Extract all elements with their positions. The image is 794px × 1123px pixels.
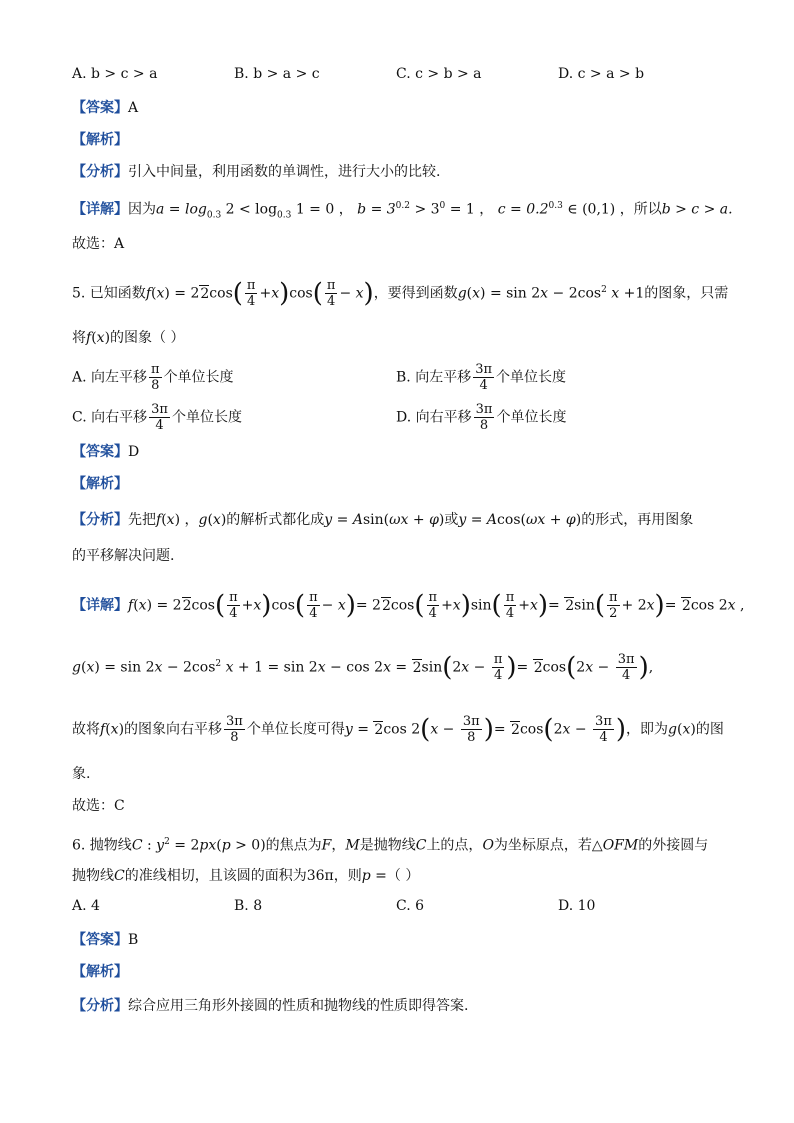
q5-option-b-unit: 个单位长度 xyxy=(496,369,567,386)
q5-analysis-2: 的解析式都化成 xyxy=(226,512,325,528)
analysis-text: 综合应用三角形外接圆的性质和抛物线的性质即得答案. xyxy=(128,998,469,1014)
q4-option-c: C. c > b > a xyxy=(396,66,482,82)
q5-jiexi-heading: 【解析】 xyxy=(72,476,128,492)
answer-value: B xyxy=(128,932,139,948)
q5-option-c-label: C. 向右平移 xyxy=(72,409,148,426)
q6-stem-1: 6. 抛物线 xyxy=(72,837,132,854)
q5-stem-line2: 将f(x)的图象（ ） xyxy=(72,330,185,346)
answer-tag: 【答案】 xyxy=(72,100,128,116)
analysis-tag: 【分析】 xyxy=(72,164,128,180)
detail-tag: 【详解】 xyxy=(72,201,128,218)
q5-option-a-unit: 个单位长度 xyxy=(163,369,234,386)
q5-option-a: A. 向左平移 $\frac{\pi}{8}$ 个单位长度 xyxy=(72,362,234,393)
q4-answer xyxy=(72,98,138,118)
q6-stem-2: 的焦点为 xyxy=(265,837,322,854)
q4-option-d: D. c > a > b xyxy=(558,66,645,82)
answer-value: A xyxy=(128,100,139,116)
q5-stem-1: 5. 已知函数 xyxy=(72,285,146,302)
q6-stem-line2: 抛物线C的准线相切，且该圆的面积为36π，则p =（ ） xyxy=(72,868,420,884)
q5-detail-line1: 【详解】f(x) = 22cos( $\frac{\pi}{4}$ +x)cos( $\frac{\pi}{4}$ − x)= 22cos( $\frac{\pi}{4}$ +x)sin( $\frac{\pi}{4}$ +x)= 2sin( $\frac{\pi}{2}$ + 2x)= 2cos 2x , xyxy=(72,590,745,621)
detail-a-expr: a = log xyxy=(156,201,207,218)
q5-option-a-label: A. 向左平移 xyxy=(72,369,148,386)
q5-option-b: B. 向左平移 $\frac{3\pi}{4}$ 个单位长度 xyxy=(396,362,567,393)
q6-stem-6: 的外接圆与 xyxy=(638,837,709,854)
q5-stem-4: 将 xyxy=(72,330,86,346)
q5-option-d-unit: 个单位长度 xyxy=(496,409,567,426)
q6-option-d: D. 10 xyxy=(558,898,596,914)
detail-c-expr: c = 0.2 xyxy=(497,201,549,218)
q5-analysis-3: 或 xyxy=(444,512,459,528)
detail-b-expr: b = 3 xyxy=(357,201,396,218)
q6-stem-3: 是抛物线 xyxy=(359,837,416,854)
q6-option-c: C. 6 xyxy=(396,898,425,914)
q6-stem-10: （ ） xyxy=(386,868,420,884)
answer-tag: 【答案】 xyxy=(72,444,128,460)
q6-answer xyxy=(72,930,138,950)
q6-option-a: A. 4 xyxy=(72,898,100,914)
q5-stem-5: 的图象（ ） xyxy=(110,330,185,346)
q6-stem-8: 的准线相切，且该圆的面积为 xyxy=(124,868,307,884)
q5-analysis-line1: 【分析】先把f(x) ，g(x)的解析式都化成y = Asin(ωx + φ)或y = Acos(ωx + φ)的形式，再用图象 xyxy=(72,512,694,528)
q4-option-a: A. b > c > a xyxy=(72,66,158,82)
q5-option-c: C. 向右平移 $\frac{3\pi}{4}$ 个单位长度 xyxy=(72,402,242,433)
q5-analysis-line2: 的平移解决问题. xyxy=(72,548,175,564)
q4-choice: 故选：A xyxy=(72,236,125,252)
q5-conclude-5: 的图 xyxy=(695,721,724,738)
q5-option-d-label: D. 向右平移 xyxy=(396,409,472,426)
q4-detail: 【详解】因为$a = \log_{0.3} 2 < \log_{0.3} 1 = 0$ ， $b = 3^{0.2} > 3^0 = 1$ ， $c = 0.2^{0.3}$ ∈ (0,1) ，所以b > c > a. xyxy=(72,201,733,221)
detail-result: b > c > a. xyxy=(661,201,733,218)
q5-detail-line4: 象. xyxy=(72,766,91,782)
analysis-text: 引入中间量，利用函数的单调性，进行大小的比较. xyxy=(128,164,441,180)
q5-conclude-2: 的图象向右平移 xyxy=(124,721,223,738)
q5-detail-line2: $g(x) = \sin 2x - 2\cos^2$ x + 1 = sin 2x − cos 2x = 2sin(2x − $\frac{\pi}{4}$ )= 2cos(2x − $\frac{3\pi}{4}$ ), xyxy=(72,652,654,683)
q5-option-b-label: B. 向左平移 xyxy=(396,369,472,386)
q5-stem-line1: 5. 已知函数f(x) = 22cos( $\frac{\pi}{4}$ +x)cos( $\frac{\pi}{4}$ − x)，要得到函数$g(x) = \sin 2x - 2\cos^2$ x +1的图象，只需 xyxy=(72,278,729,309)
q4-jiexi-heading: 【解析】 xyxy=(72,132,128,148)
answer-tag: 【答案】 xyxy=(72,932,128,948)
detail-suffix: 所以 xyxy=(633,201,662,218)
analysis-tag: 【分析】 xyxy=(72,512,128,528)
q6-analysis xyxy=(72,996,468,1016)
q5-analysis-4: 的形式，再用图象 xyxy=(581,512,694,528)
detail-tag: 【详解】 xyxy=(72,597,128,614)
q5-option-c-unit: 个单位长度 xyxy=(171,409,242,426)
q6-stem-5: 为坐标原点，若 xyxy=(493,837,592,854)
q6-stem-7: 抛物线 xyxy=(72,868,114,884)
q5-analysis-1: 先把 xyxy=(128,512,156,528)
q6-jiexi-heading: 【解析】 xyxy=(72,964,128,980)
q5-stem-3: 的图象，只需 xyxy=(644,285,729,302)
q6-stem-4: 上的点， xyxy=(426,837,483,854)
q5-stem-2: ，要得到函数 xyxy=(373,285,458,302)
detail-prefix: 因为 xyxy=(128,201,156,218)
q6-option-b: B. 8 xyxy=(234,898,263,914)
q5-conclude-3: 个单位长度可得 xyxy=(246,721,345,738)
q5-choice: 故选：C xyxy=(72,798,125,814)
q5-conclude-4: ，即为 xyxy=(626,721,669,738)
answer-value: D xyxy=(128,444,140,460)
q4-option-b: B. b > a > c xyxy=(234,66,320,82)
q4-analysis xyxy=(72,162,440,182)
q5-answer xyxy=(72,442,139,462)
q6-stem-9: ，则 xyxy=(333,868,362,884)
q5-option-d: D. 向右平移 $\frac{3\pi}{8}$ 个单位长度 xyxy=(396,402,567,433)
analysis-tag: 【分析】 xyxy=(72,998,128,1014)
q5-conclude-1: 故将 xyxy=(72,721,100,738)
q6-stem-line1: 6. 抛物线C : $y^2 = 2px(p > 0)$的焦点为F，M是抛物线C上的点，O为坐标原点，若△OFM的外接圆与 xyxy=(72,837,709,854)
q5-detail-line3: 故将f(x)的图象向右平移 $\frac{3\pi}{8}$ 个单位长度可得y = 2cos 2(x − $\frac{3\pi}{8}$ )= 2cos(2x − $\frac{3\pi}{4}$ )，即为g(x)的图 xyxy=(72,714,724,745)
